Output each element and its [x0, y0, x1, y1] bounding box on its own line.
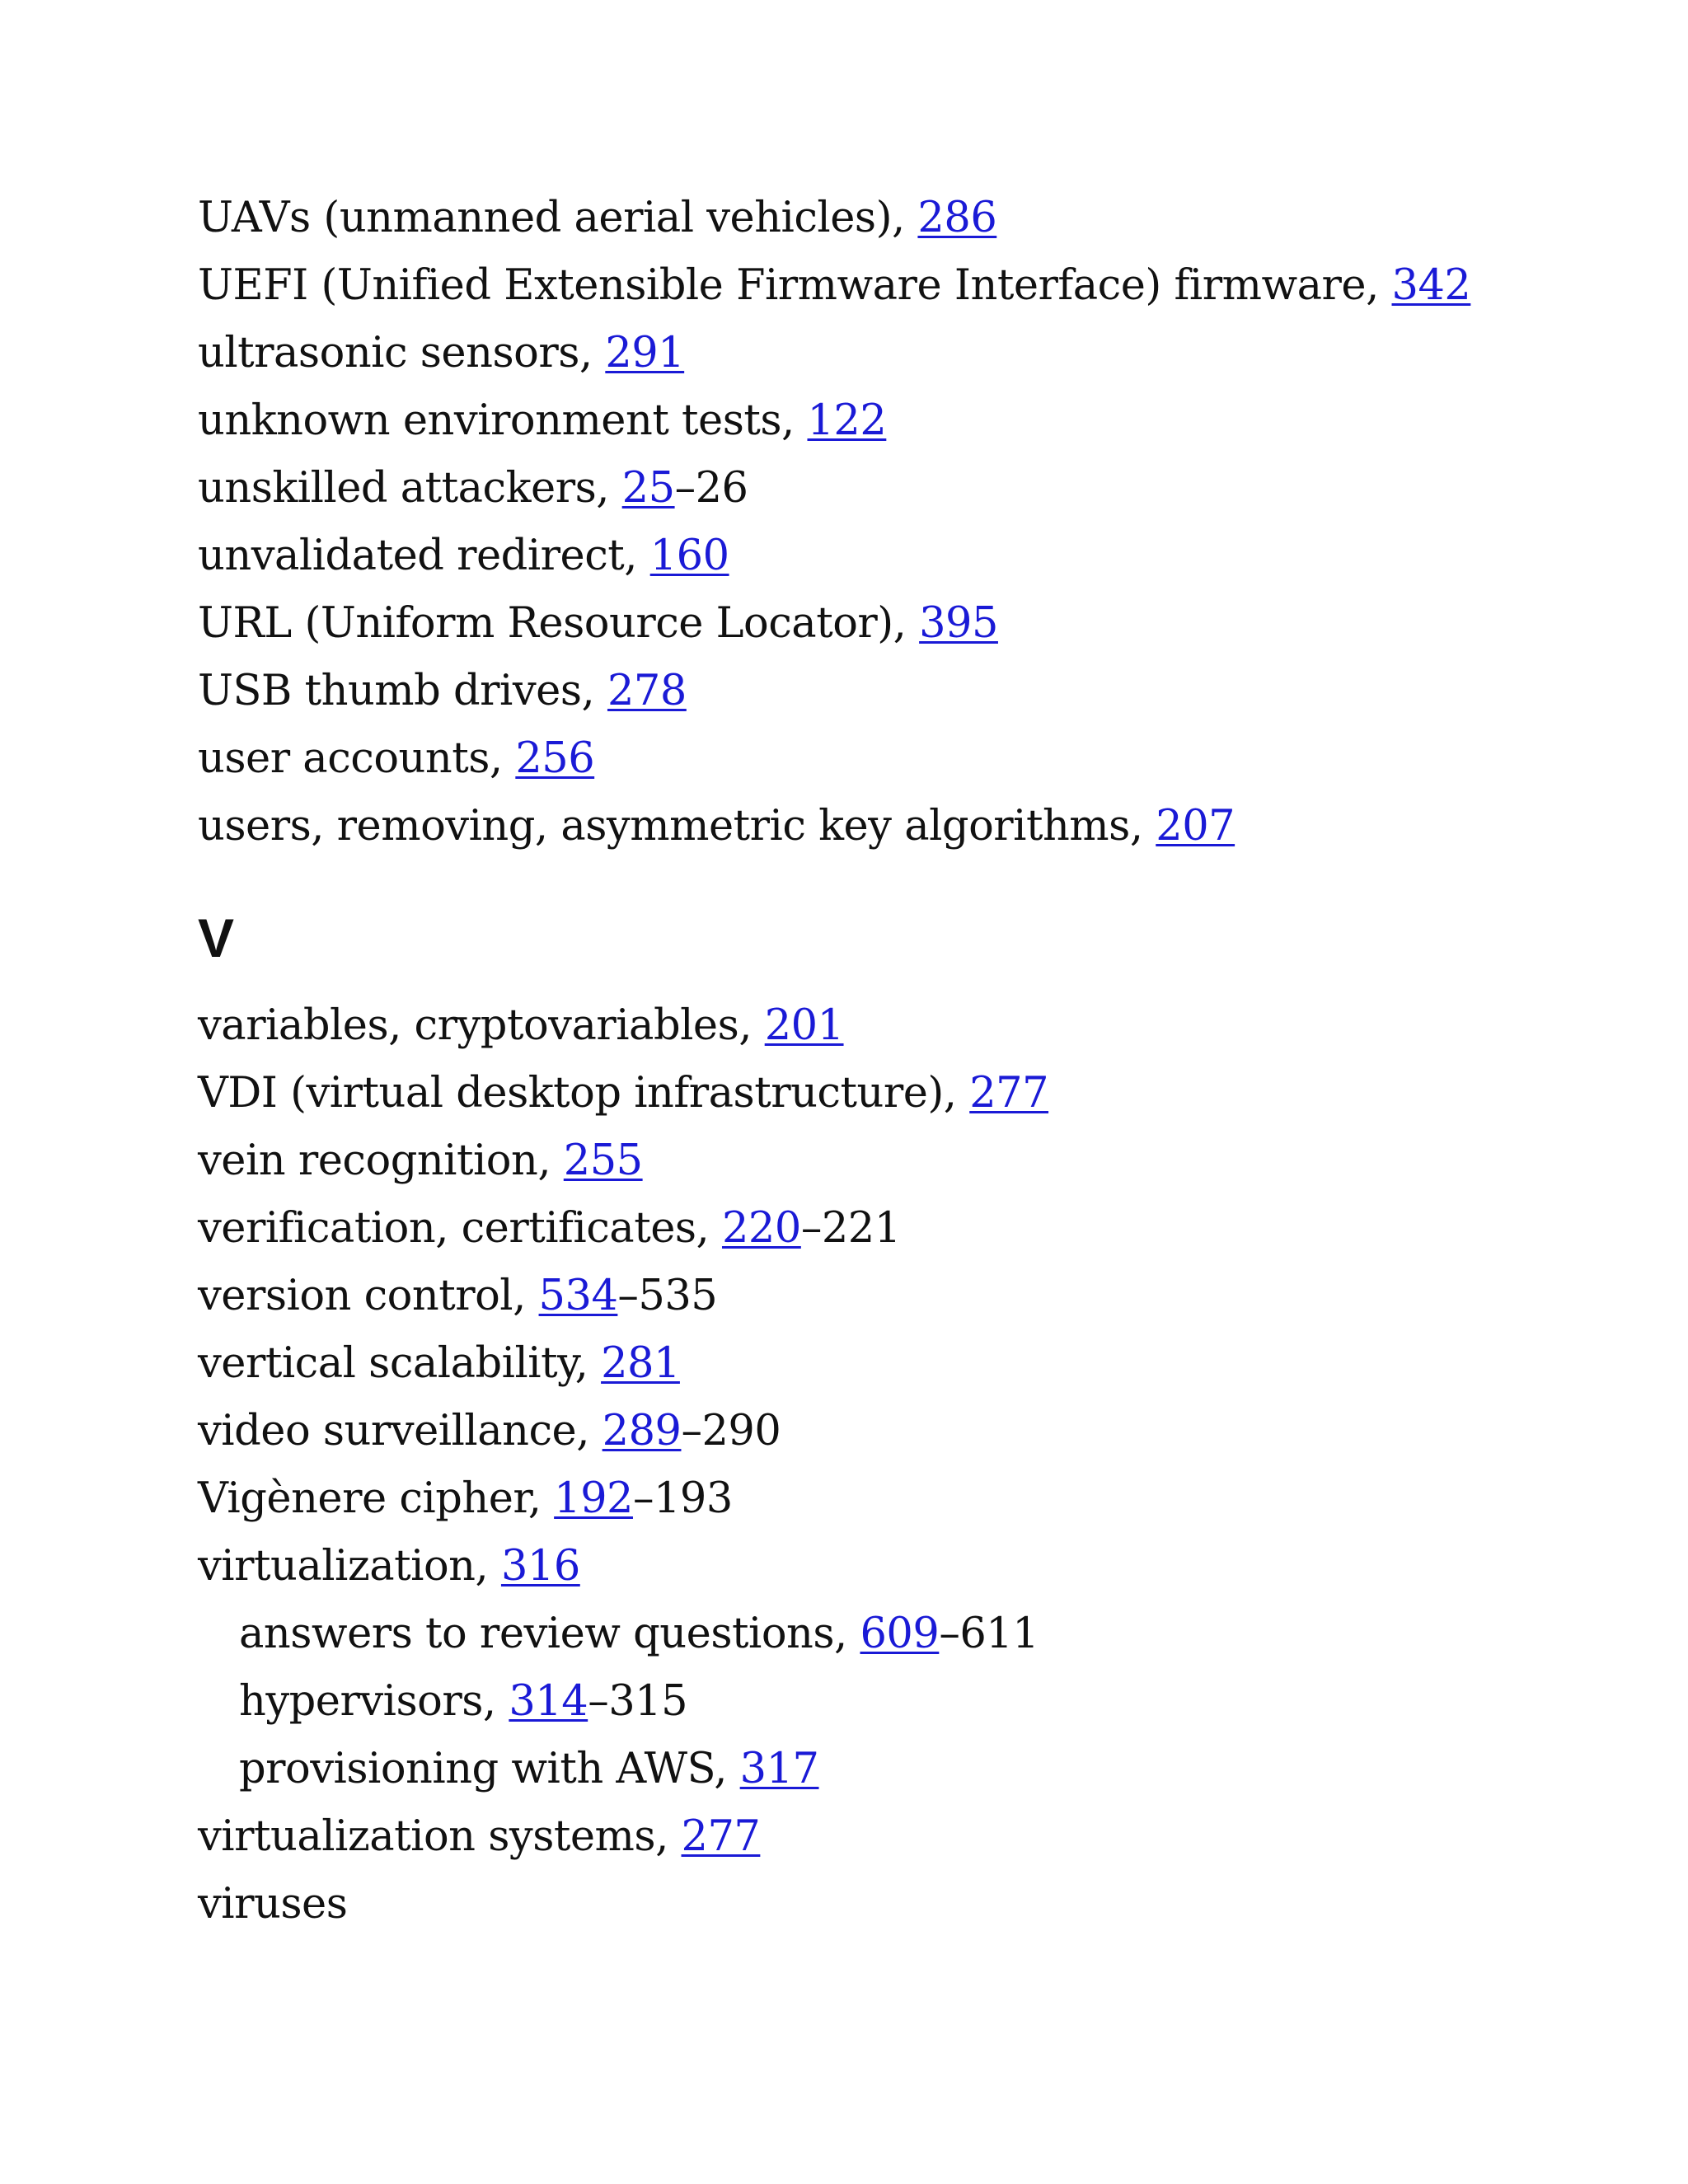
- index-entry: [198, 1204, 901, 1254]
- page-link[interactable]: 534: [538, 1272, 618, 1320]
- entry-term: hypervisors,: [239, 1677, 509, 1726]
- entry-term: video surveillance,: [198, 1407, 603, 1455]
- entry-term: answers to review questions,: [239, 1610, 860, 1658]
- index-entry: [198, 396, 886, 446]
- index-subentry: [239, 1677, 687, 1727]
- index-subentry: [239, 1745, 819, 1794]
- page-link[interactable]: 201: [764, 1001, 844, 1050]
- page-link[interactable]: 25: [621, 464, 675, 513]
- page-link[interactable]: 278: [607, 667, 687, 715]
- page-range-end: –315: [588, 1677, 688, 1726]
- entry-term: version control,: [198, 1272, 539, 1320]
- page-link[interactable]: 255: [563, 1137, 643, 1185]
- entry-term: VDI (virtual desktop infrastructure),: [198, 1069, 970, 1118]
- section-heading-v: V: [198, 907, 235, 968]
- entry-term: provisioning with AWS,: [239, 1745, 740, 1793]
- index-entry: [198, 1339, 680, 1389]
- page-range-end: –535: [617, 1272, 718, 1320]
- entry-term: unvalidated redirect,: [198, 532, 650, 580]
- page-link[interactable]: 609: [860, 1610, 940, 1658]
- index-subentry: [239, 1610, 1039, 1659]
- index-entry: [198, 667, 687, 716]
- index-entry: [198, 1137, 643, 1186]
- index-entry: [198, 261, 1470, 311]
- entry-term: virtualization systems,: [198, 1812, 682, 1861]
- entry-term: USB thumb drives,: [198, 667, 607, 715]
- index-entry: [198, 1407, 781, 1456]
- entry-term: Vigènere cipher,: [198, 1474, 555, 1523]
- entry-term: UEFI (Unified Extensible Firmware Interface) firmware,: [198, 261, 1392, 310]
- index-entry: [198, 1812, 760, 1862]
- index-entry: [198, 1001, 844, 1051]
- entry-term: verification, certificates,: [198, 1204, 722, 1253]
- index-entry: [198, 464, 748, 513]
- index-entry: [198, 734, 594, 784]
- page-link[interactable]: 207: [1156, 802, 1236, 851]
- page-link[interactable]: 314: [509, 1677, 588, 1726]
- index-entry: [198, 329, 684, 378]
- page-range-end: –26: [674, 464, 748, 513]
- entry-term: URL (Uniform Resource Locator),: [198, 599, 920, 648]
- entry-term: unknown environment tests,: [198, 396, 808, 445]
- page-link[interactable]: 281: [601, 1339, 680, 1388]
- page-link[interactable]: 160: [649, 532, 729, 580]
- page-range-end: –221: [800, 1204, 901, 1253]
- index-entry: [198, 1474, 733, 1524]
- page-link[interactable]: 277: [681, 1812, 761, 1861]
- entry-term: vertical scalability,: [198, 1339, 602, 1388]
- page-link[interactable]: 317: [739, 1745, 819, 1793]
- page-range-end: –611: [939, 1610, 1039, 1658]
- index-entry: [198, 1880, 347, 1929]
- entry-term: UAVs (unmanned aerial vehicles),: [198, 194, 918, 242]
- page-link[interactable]: 192: [554, 1474, 633, 1523]
- entry-term: user accounts,: [198, 734, 516, 783]
- entry-term: users, removing, asymmetric key algorithms,: [198, 802, 1156, 851]
- page-range-end: –193: [632, 1474, 733, 1523]
- page-link[interactable]: 395: [919, 599, 998, 648]
- index-entry: [198, 194, 996, 243]
- page-link[interactable]: 342: [1391, 261, 1471, 310]
- entry-term: unskilled attackers,: [198, 464, 622, 513]
- page-link[interactable]: 316: [500, 1542, 580, 1591]
- page-link[interactable]: 286: [917, 194, 997, 242]
- index-entry: [198, 1542, 580, 1591]
- entry-term: viruses: [198, 1880, 348, 1929]
- index-entry: [198, 1069, 1048, 1118]
- page-link[interactable]: 291: [605, 329, 685, 377]
- page-link[interactable]: 289: [602, 1407, 682, 1455]
- index-entry: [198, 802, 1235, 851]
- page-link[interactable]: 122: [807, 396, 887, 445]
- page-link[interactable]: 220: [721, 1204, 801, 1253]
- page-range-end: –290: [681, 1407, 781, 1455]
- entry-term: virtualization,: [198, 1542, 501, 1591]
- entry-term: variables, cryptovariables,: [198, 1001, 765, 1050]
- index-entry: [198, 532, 729, 581]
- index-entry: [198, 599, 998, 649]
- page-link[interactable]: 256: [515, 734, 595, 783]
- entry-term: vein recognition,: [198, 1137, 564, 1185]
- page-link[interactable]: 277: [969, 1069, 1049, 1118]
- index-entry: [198, 1272, 717, 1321]
- entry-term: ultrasonic sensors,: [198, 329, 606, 377]
